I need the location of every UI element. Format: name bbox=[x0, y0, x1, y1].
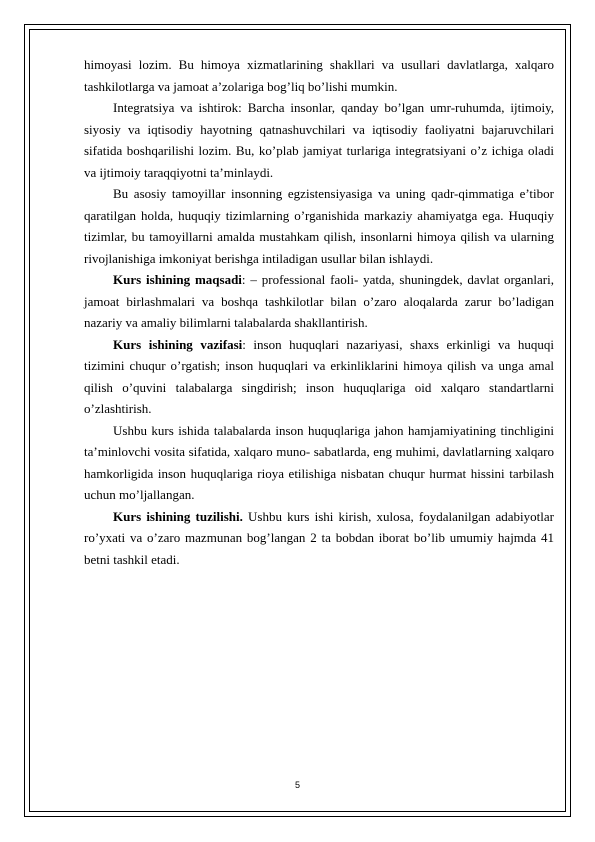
paragraph-course-task: Kurs ishining vazifasi: inson huquqlari nazariyasi, shaxs erkinligi va huquqi tizimini chuqur o’rgatish; inson huquqlari va erkinliklarini himoya qilish va unga amal qilish o’quvini talabalarga singdirish; inson huquqlariga oid xalqaro standartlarni o’zlashtirish. bbox=[84, 336, 554, 416]
course-structure-heading: Kurs ishining tuzilishi. bbox=[113, 508, 243, 524]
paragraph-course-structure: Kurs ishining tuzilishi. Ushbu kurs ishi kirish, xulosa, foydalanilgan adabiyotlar ro’yxati va o’zaro mazmunan bog’langan 2 ta bobdan iborat bo’lib umumiy hajmda 41 betni tashkil etadi. bbox=[84, 508, 554, 567]
course-task-heading: Kurs ishining vazifasi bbox=[113, 336, 243, 352]
course-goal-heading: Kurs ishining maqsadi bbox=[113, 272, 242, 287]
paragraph-1: himoyasi lozim. Bu himoya xizmatlarining shakllari va usullari davlatlarga, xalqaro tashkilotlarga va jamoat a’zolariga bog’liq bo’lishi mumkin. bbox=[84, 57, 554, 94]
paragraph-3: Bu asosiy tamoyillar insonning egzistensiyasiga va uning qadr-qimmatiga e’tibor qaratilgan holda, huquqiy tizimlarning o’rganishida markaziy ahamiyatga ega. Huquqiy tizimlar, bu tamoyillarni amalda mustahkam qilish, insonlarni himoya qilish va ularning rivojlanishiga imkoniyat berishga intiladigan usullar bilan ishlaydi. bbox=[84, 186, 554, 266]
page-number: 5 bbox=[294, 780, 300, 790]
paragraph-2: Integratsiya va ishtirok: Barcha insonlar, qanday bo’lgan umr-ruhumda, ijtimoiy, siyosiy va iqtisodiy hayotning qatnashuvchilari va iqtisodiy faoliyatni bajaruvchilari sifatida boshqarilishi lozim. Bu, ko’plab jamiyat turlariga integratsiyani o’z ichiga oladi va ijtimoiy taraqqiyotni ta’minlaydi. bbox=[84, 100, 554, 180]
paragraph-6: Ushbu kurs ishida talabalarda inson huquqlariga jahon hamjamiyatining tinchligini ta’minlovchi vosita sifatida, xalqaro muno- sabatlarda, eng muhimi, davlatlarning xalqaro hamkorligida inson huquqlariga rioya etilishiga nisbatan chuqur hurmat hissini tarbilash uchun mo’ljallangan. bbox=[84, 422, 554, 502]
paragraph-course-goal: Kurs ishining maqsadi: – professional faoli- yatda, shuningdek, davlat organlari, jamoat birlashmalari va boshqa tashkilotlar bilan o’zaro aloqalarda zarur bo’ladigan nazariy va amaliy bilimlarni talabalarda shakllantirish. bbox=[84, 272, 554, 330]
document-body bbox=[84, 54, 554, 570]
